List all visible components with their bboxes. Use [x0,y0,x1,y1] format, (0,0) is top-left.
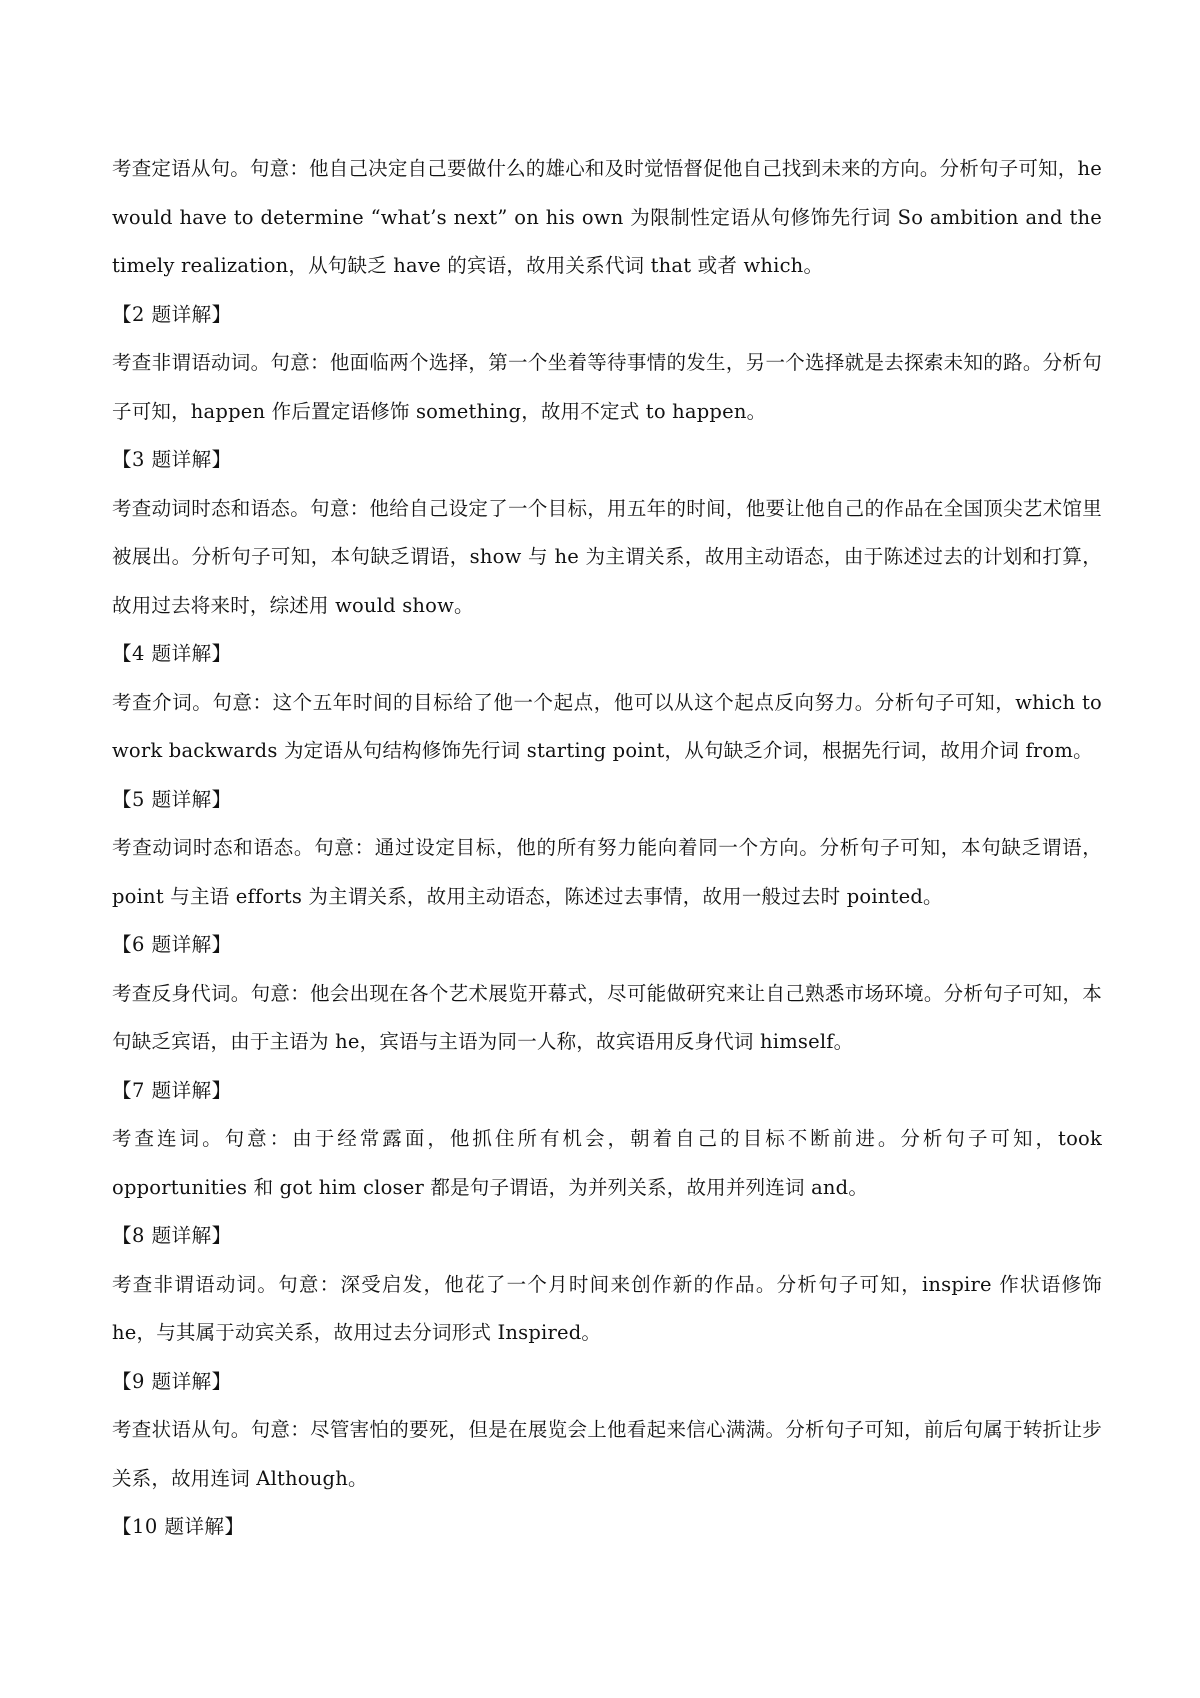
explanation-paragraph-9: 考查状语从句。句意：尽管害怕的要死，但是在展览会上他看起来信心满满。分析句子可知，前后句属于转折让步关系，故用连词 Although。 [112,1418,1102,1490]
question-8-heading: 【8 题详解】 [112,1224,232,1247]
question-2-heading: 【2 题详解】 [112,302,232,326]
explanation-paragraph-8: 考查非谓语动词。句意：深受启发，他花了一个月时间来创作新的作品。分析句子可知，inspire 作状语修饰 he，与其属于动宾关系，故用过去分词形式 Inspired。 [112,1272,1102,1344]
question-4-heading: 【4 题详解】 [112,642,232,665]
document-page [112,145,1102,1552]
question-5-heading: 【5 题详解】 [112,787,232,811]
question-3-heading: 【3 题详解】 [112,448,232,471]
explanation-paragraph-6: 考查反身代词。句意：他会出现在各个艺术展览开幕式，尽可能做研究来让自己熟悉市场环境。分析句子可知，本句缺乏宾语，由于主语为 he，宾语与主语为同一人称，故宾语用反身代词 himself。 [112,981,1102,1053]
explanation-paragraph-4: 考查介词。句意：这个五年时间的目标给了他一个起点，他可以从这个起点反向努力。分析句子可知，which to work backwards 为定语从句结构修饰先行词 starting point，从句缺乏介词，根据先行词，故用介词 from。 [112,690,1102,762]
explanation-paragraph-3: 考查动词时态和语态。句意：他给自己设定了一个目标，用五年的时间，他要让他自己的作品在全国顶尖艺术馆里被展出。分析句子可知，本句缺乏谓语，show 与 he 为主谓关系，故用主动语态，由于陈述过去的计划和打算，故用过去将来时，综述用 would show。 [112,496,1102,617]
explanation-paragraph-2: 考查非谓语动词。句意：他面临两个选择，第一个坐着等待事情的发生，另一个选择就是去探索未知的路。分析句子可知，happen 作后置定语修饰 something，故用不定式 to happen。 [112,351,1102,423]
explanation-paragraph-7: 考查连词。句意：由于经常露面，他抓住所有机会，朝着自己的目标不断前进。分析句子可知，took opportunities 和 got him closer 都是句子谓语，为并列关系，故用并列连词 and。 [112,1127,1102,1199]
question-9-heading: 【9 题详解】 [112,1369,232,1393]
explanation-paragraph-1: 考查定语从句。句意：他自己决定自己要做什么的雄心和及时觉悟督促他自己找到未来的方向。分析句子可知，he would have to determine “what’s next” on his own 为限制性定语从句修饰先行词 So ambition and the timely realization，从句缺乏 have 的宾语，故用关系代词 that 或者 which。 [112,157,1102,277]
explanation-paragraph-5: 考查动词时态和语态。句意：通过设定目标，他的所有努力能向着同一个方向。分析句子可知，本句缺乏谓语，point 与主语 efforts 为主谓关系，故用主动语态，陈述过去事情，故用一般过去时 pointed。 [112,836,1102,908]
question-7-heading: 【7 题详解】 [112,1078,232,1102]
question-10-heading: 【10 题详解】 [112,1515,245,1538]
question-6-heading: 【6 题详解】 [112,933,232,956]
